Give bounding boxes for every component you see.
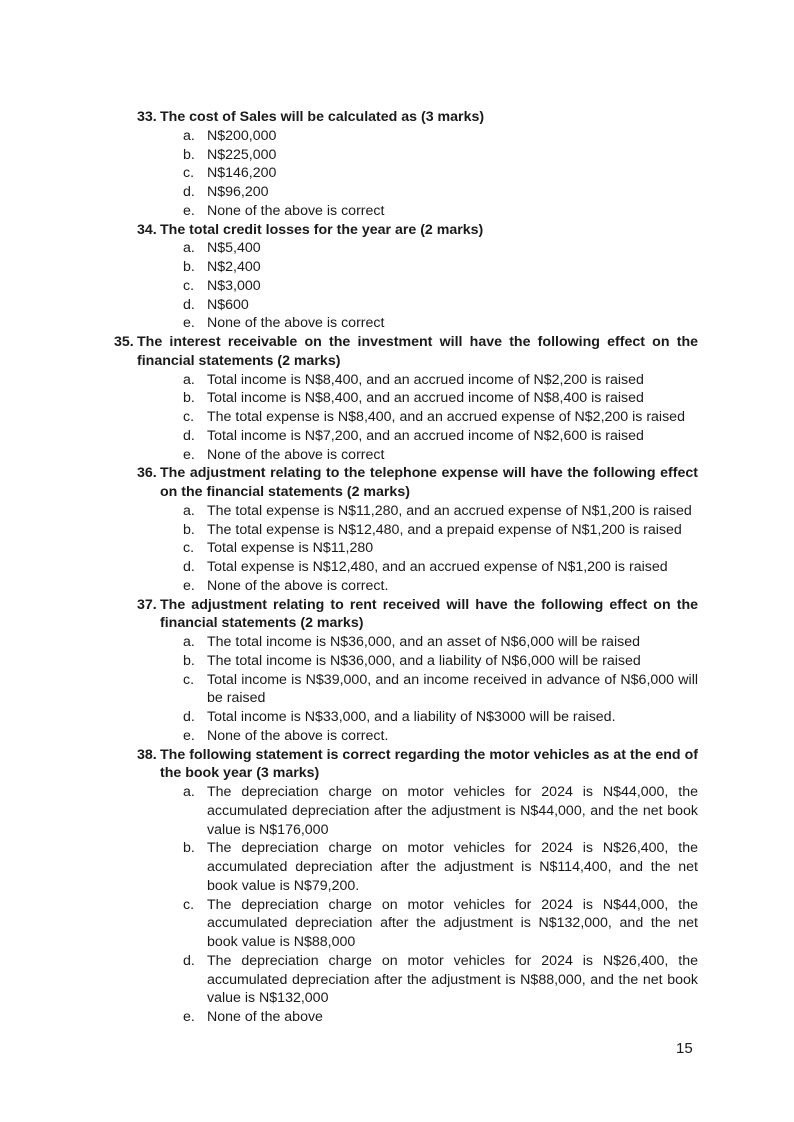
option-letter: a. [183, 240, 195, 257]
question-number: 38. [137, 746, 157, 763]
option-text: The depreciation charge on motor vehicles for 2024 is N$26,400, the accumulated depreciation after the adjustment is N$114,400, and the net book value is N$79,200. [207, 840, 698, 894]
option-letter: c. [183, 896, 195, 913]
option-letter: a. [183, 127, 195, 144]
question-title: The following statement is correct regarding the motor vehicles as at the end of the book year (3 marks) [160, 746, 698, 782]
option-text: N$2,400 [207, 259, 261, 275]
answer-option [183, 277, 698, 296]
option-letter: c. [183, 671, 195, 688]
option-letter: e. [183, 315, 195, 332]
answer-option [183, 502, 698, 521]
option-text: None of the above is correct. [207, 727, 389, 744]
option-text: N$5,400 [207, 240, 261, 257]
option-text: The depreciation charge on motor vehicles for 2024 is N$44,000, the accumulated depreciation after the adjustment is N$132,000, and the net book value is N$88,000 [207, 896, 698, 950]
option-text: None of the above is correct. [207, 577, 389, 594]
option-text: Total income is N$33,000, and a liability of N$3000 will be raised. [207, 709, 616, 725]
option-text: Total income is N$7,200, and an accrued income of N$2,600 is raised [207, 427, 644, 444]
option-text: The total expense is N$11,280, and an accrued expense of N$1,200 is raised [207, 502, 692, 519]
question-heading [137, 221, 698, 240]
question-number: 33. [137, 109, 157, 125]
option-text: None of the above [207, 1009, 323, 1025]
option-text: The total expense is N$8,400, and an accrued expense of N$2,200 is raised [207, 409, 685, 425]
question-number: 36. [137, 465, 157, 482]
answer-option [183, 558, 698, 577]
option-letter: e. [183, 446, 195, 463]
answer-option [183, 539, 698, 558]
answer-option [183, 633, 698, 652]
question-number: 37. [137, 596, 157, 613]
option-letter: b. [183, 652, 195, 669]
answer-option [183, 727, 698, 746]
question-35 [0, 333, 794, 464]
question-heading [137, 464, 698, 502]
option-text: None of the above is correct [207, 315, 385, 332]
question-title: The interest receivable on the investment will have the following effect on the financial statements (2 marks) [137, 334, 698, 369]
option-text: N$600 [207, 296, 249, 313]
page-number: 15 [676, 1040, 693, 1057]
question-34 [0, 221, 794, 334]
option-letter: c. [183, 409, 195, 425]
answer-option [183, 671, 698, 709]
option-text: Total expense is N$12,480, and an accrued expense of N$1,200 is raised [207, 559, 668, 575]
answer-option [183, 952, 698, 1008]
option-letter: a. [183, 502, 195, 519]
answer-option [183, 127, 698, 146]
option-text: The total expense is N$12,480, and a prepaid expense of N$1,200 is raised [207, 521, 682, 538]
answer-option [183, 408, 698, 427]
question-36 [0, 464, 794, 595]
answer-option [183, 1008, 698, 1027]
option-letter: a. [183, 784, 195, 800]
question-title: The adjustment relating to the telephone expense will have the following effect on the financial statements (2 marks) [160, 465, 698, 500]
question-title: The adjustment relating to rent received will have the following effect on the financial statements (2 marks) [160, 596, 698, 632]
answer-option [183, 896, 698, 952]
question-heading [137, 596, 698, 634]
question-heading [114, 333, 698, 371]
answer-option [183, 427, 698, 446]
option-text: The total income is N$36,000, and an asset of N$6,000 will be raised [207, 634, 640, 650]
option-text: N$200,000 [207, 127, 277, 144]
option-text: None of the above is correct [207, 446, 385, 463]
answer-option [183, 258, 698, 277]
option-text: Total income is N$8,400, and an accrued income of N$2,200 is raised [207, 371, 644, 388]
question-37 [0, 596, 794, 746]
option-text: The depreciation charge on motor vehicles for 2024 is N$26,400, the accumulated depreciation after the adjustment is N$88,000, and the net book value is N$132,000 [207, 952, 698, 1007]
option-letter: c. [183, 277, 195, 294]
option-text: The depreciation charge on motor vehicles for 2024 is N$44,000, the accumulated depreciation after the adjustment is N$44,000, and the net book value is N$176,000 [207, 784, 698, 838]
option-letter: d. [183, 184, 195, 200]
option-letter: c. [183, 165, 195, 182]
option-letter: d. [183, 709, 195, 725]
answer-option [183, 783, 698, 839]
answer-option [183, 708, 698, 727]
option-text: The total income is N$36,000, and a liability of N$6,000 will be raised [207, 652, 641, 669]
option-letter: b. [183, 521, 195, 538]
option-text: None of the above is correct [207, 202, 385, 219]
option-text: N$146,200 [207, 165, 277, 182]
option-letter: b. [183, 840, 195, 857]
question-heading [137, 108, 698, 127]
option-text: N$96,200 [207, 184, 269, 200]
option-letter: a. [183, 371, 195, 388]
question-number: 34. [137, 221, 157, 238]
question-title: The total credit losses for the year are (2 marks) [160, 221, 484, 238]
question-33 [0, 108, 794, 221]
answer-option [183, 202, 698, 221]
question-list [0, 108, 794, 1027]
option-letter: e. [183, 202, 195, 219]
option-text: Total income is N$39,000, and an income received in advance of N$6,000 will be raised [207, 671, 698, 707]
question-38 [0, 746, 794, 1027]
option-letter: b. [183, 259, 195, 275]
option-text: Total expense is N$11,280 [207, 540, 374, 557]
question-number: 35. [114, 334, 134, 350]
option-text: Total income is N$8,400, and an accrued income of N$8,400 is raised [207, 390, 644, 407]
answer-option [183, 371, 698, 390]
option-letter: d. [183, 559, 195, 575]
answer-option [183, 164, 698, 183]
option-text: N$225,000 [207, 146, 277, 163]
answer-option [183, 314, 698, 333]
question-heading [137, 746, 698, 784]
option-letter: e. [183, 1009, 195, 1025]
option-letter: a. [183, 634, 195, 650]
answer-option [183, 652, 698, 671]
answer-option [183, 389, 698, 408]
option-text: N$3,000 [207, 277, 261, 294]
option-letter: c. [183, 540, 195, 557]
answer-option [183, 239, 698, 258]
answer-option [183, 577, 698, 596]
answer-option [183, 521, 698, 540]
answer-option [183, 183, 698, 202]
option-letter: d. [183, 427, 195, 444]
option-letter: d. [183, 952, 195, 969]
option-letter: b. [183, 390, 195, 407]
option-letter: b. [183, 146, 195, 163]
answer-option [183, 146, 698, 165]
answer-option [183, 296, 698, 315]
option-letter: d. [183, 296, 195, 313]
answer-option [183, 446, 698, 465]
option-letter: e. [183, 727, 195, 744]
option-letter: e. [183, 577, 195, 594]
answer-option [183, 839, 698, 895]
question-title: The cost of Sales will be calculated as (3 marks) [160, 109, 485, 125]
